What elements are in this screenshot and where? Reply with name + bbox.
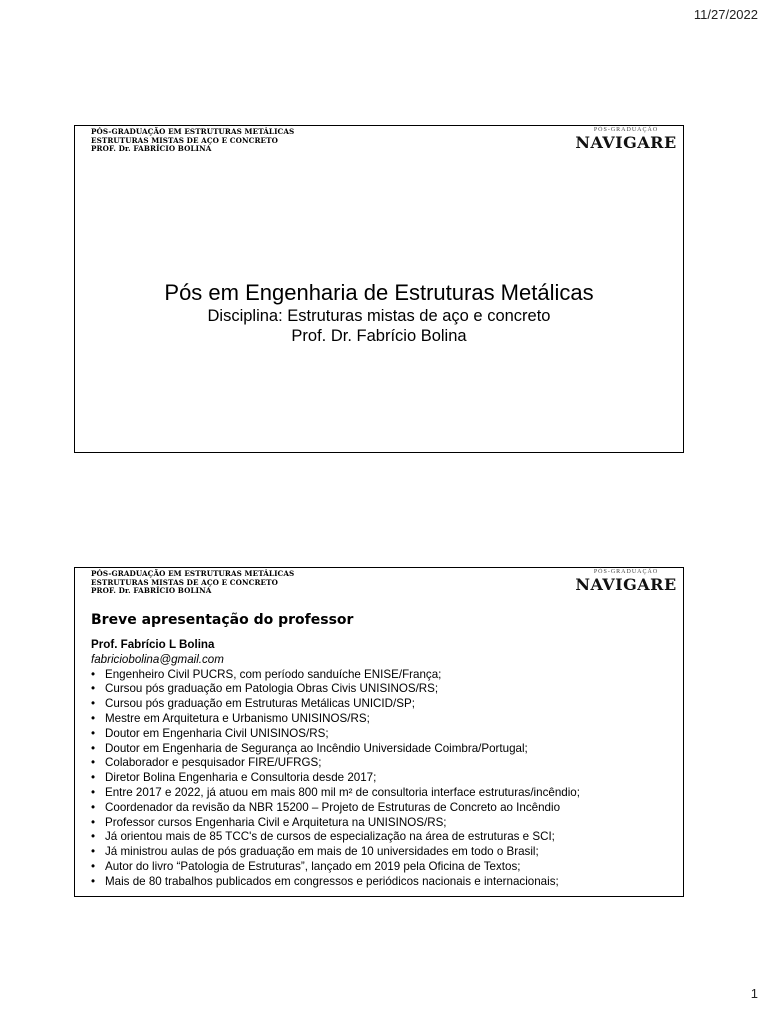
navigare-logo — [575, 126, 677, 151]
bio-list-text: Professor cursos Engenharia Civil e Arquitetura na UNISINOS/RS; — [105, 815, 447, 829]
bio-list-item — [91, 697, 675, 712]
bio-list-item — [91, 771, 675, 786]
bio-list-text: Já orientou mais de 85 TCC's de cursos de especialização na área de estruturas e SCI; — [105, 830, 555, 844]
bio-list-item — [91, 786, 675, 801]
bio-list-text: Mais de 80 trabalhos publicados em congressos e periódicos nacionais e internacionais; — [105, 874, 559, 888]
bio-list-item — [91, 860, 675, 875]
professor-name: Prof. Fabrício L Bolina — [91, 638, 215, 651]
bio-list-text: Cursou pós graduação em Patologia Obras Civis UNISINOS/RS; — [105, 682, 439, 696]
bio-list-text: Cursou pós graduação em Estruturas Metálicas UNICID/SP; — [105, 697, 415, 711]
bio-list-item — [91, 830, 675, 845]
bio-list-item — [91, 756, 675, 771]
bullet-marker: • — [91, 845, 96, 859]
bio-list-text: Mestre em Arquitetura e Urbanismo UNISINOS/RS; — [105, 711, 370, 725]
bullet-marker: • — [91, 785, 96, 799]
bio-list-text: Doutor em Engenharia Civil UNISINOS/RS; — [105, 726, 329, 740]
bullet-marker: • — [91, 771, 96, 785]
logo-tagline: PÓS-GRADUAÇÃO — [593, 569, 659, 575]
bio-list — [91, 668, 675, 890]
logo-wordmark: NAVIGARE — [575, 133, 677, 152]
bio-list-text: Entre 2017 e 2022, já atuou em mais 800 mil m² de consultoria interface estruturas/incêndio; — [105, 785, 580, 799]
course-header-line: PÓS-GRADUAÇÃO EM ESTRUTURAS METÁLICAS — [91, 127, 295, 136]
course-header-line: PROF. Dr. FABRÍCIO BOLINA — [91, 586, 212, 596]
logo-wordmark: NAVIGARE — [575, 575, 677, 594]
slide-header — [75, 568, 683, 608]
page-number: 1 — [750, 986, 758, 1001]
bio-list-text: Autor do livro “Patologia de Estruturas”, lançado em 2019 pela Oficina de Textos; — [105, 859, 521, 873]
slide-title: Pós em Engenharia de Estruturas Metálicas — [164, 280, 594, 305]
bullet-marker: • — [91, 859, 96, 873]
bio-list-text: Já ministrou aulas de pós graduação em mais de 10 universidades em todo o Brasil; — [105, 845, 539, 859]
logo-tagline: PÓS-GRADUAÇÃO — [593, 127, 659, 133]
bullet-marker: • — [91, 667, 96, 681]
bio-list-item — [91, 682, 675, 697]
course-header — [91, 128, 294, 154]
course-header — [91, 570, 294, 596]
bio-list-item — [91, 712, 675, 727]
bio-list-text: Coordenador da revisão da NBR 15200 – Projeto de Estruturas de Concreto ao Incêndio — [105, 800, 561, 814]
course-header-line: ESTRUTURAS MISTAS DE AÇO E CONCRETO — [91, 135, 278, 145]
bio-list-item — [91, 727, 675, 742]
course-header-line: ESTRUTURAS MISTAS DE AÇO E CONCRETO — [91, 577, 278, 587]
bullet-marker: • — [91, 711, 96, 725]
professor-email: fabriciobolina@gmail.com — [91, 652, 224, 666]
bullet-marker: • — [91, 830, 96, 844]
bullet-marker: • — [91, 741, 96, 755]
slide-1 — [74, 125, 684, 453]
bullet-marker: • — [91, 682, 96, 696]
print-date: 11/27/2022 — [693, 7, 758, 22]
bullet-marker: • — [91, 874, 96, 888]
bullet-marker: • — [91, 800, 96, 814]
slide-professor: Prof. Dr. Fabrício Bolina — [291, 327, 467, 345]
slide-header — [75, 126, 683, 166]
bio-list-item — [91, 845, 675, 860]
title-block — [75, 279, 683, 346]
bio-list-text: Engenheiro Civil PUCRS, com período sanduíche ENISE/França; — [105, 667, 442, 681]
bio-list-text: Doutor em Engenharia de Segurança ao Incêndio Universidade Coimbra/Portugal; — [105, 741, 528, 755]
bullet-marker: • — [91, 726, 96, 740]
bio-list-item — [91, 816, 675, 831]
section-title: Breve apresentação do professor — [91, 612, 354, 628]
course-header-line: PÓS-GRADUAÇÃO EM ESTRUTURAS METÁLICAS — [91, 569, 295, 578]
bio-list-item — [91, 875, 675, 890]
bullet-marker: • — [91, 697, 96, 711]
bio-list-text: Colaborador e pesquisador FIRE/UFRGS; — [105, 756, 322, 770]
bio-list-item — [91, 742, 675, 757]
course-header-line: PROF. Dr. FABRÍCIO BOLINA — [91, 144, 212, 154]
bio-list-item — [91, 801, 675, 816]
bullet-marker: • — [91, 815, 96, 829]
bullet-marker: • — [91, 756, 96, 770]
professor-bio — [91, 638, 675, 890]
navigare-logo — [575, 568, 677, 593]
bio-list-text: Diretor Bolina Engenharia e Consultoria desde 2017; — [105, 771, 377, 785]
slide-subtitle: Disciplina: Estruturas mistas de aço e concreto — [207, 307, 551, 325]
slide-2 — [74, 567, 684, 897]
bio-list-item — [91, 668, 675, 683]
